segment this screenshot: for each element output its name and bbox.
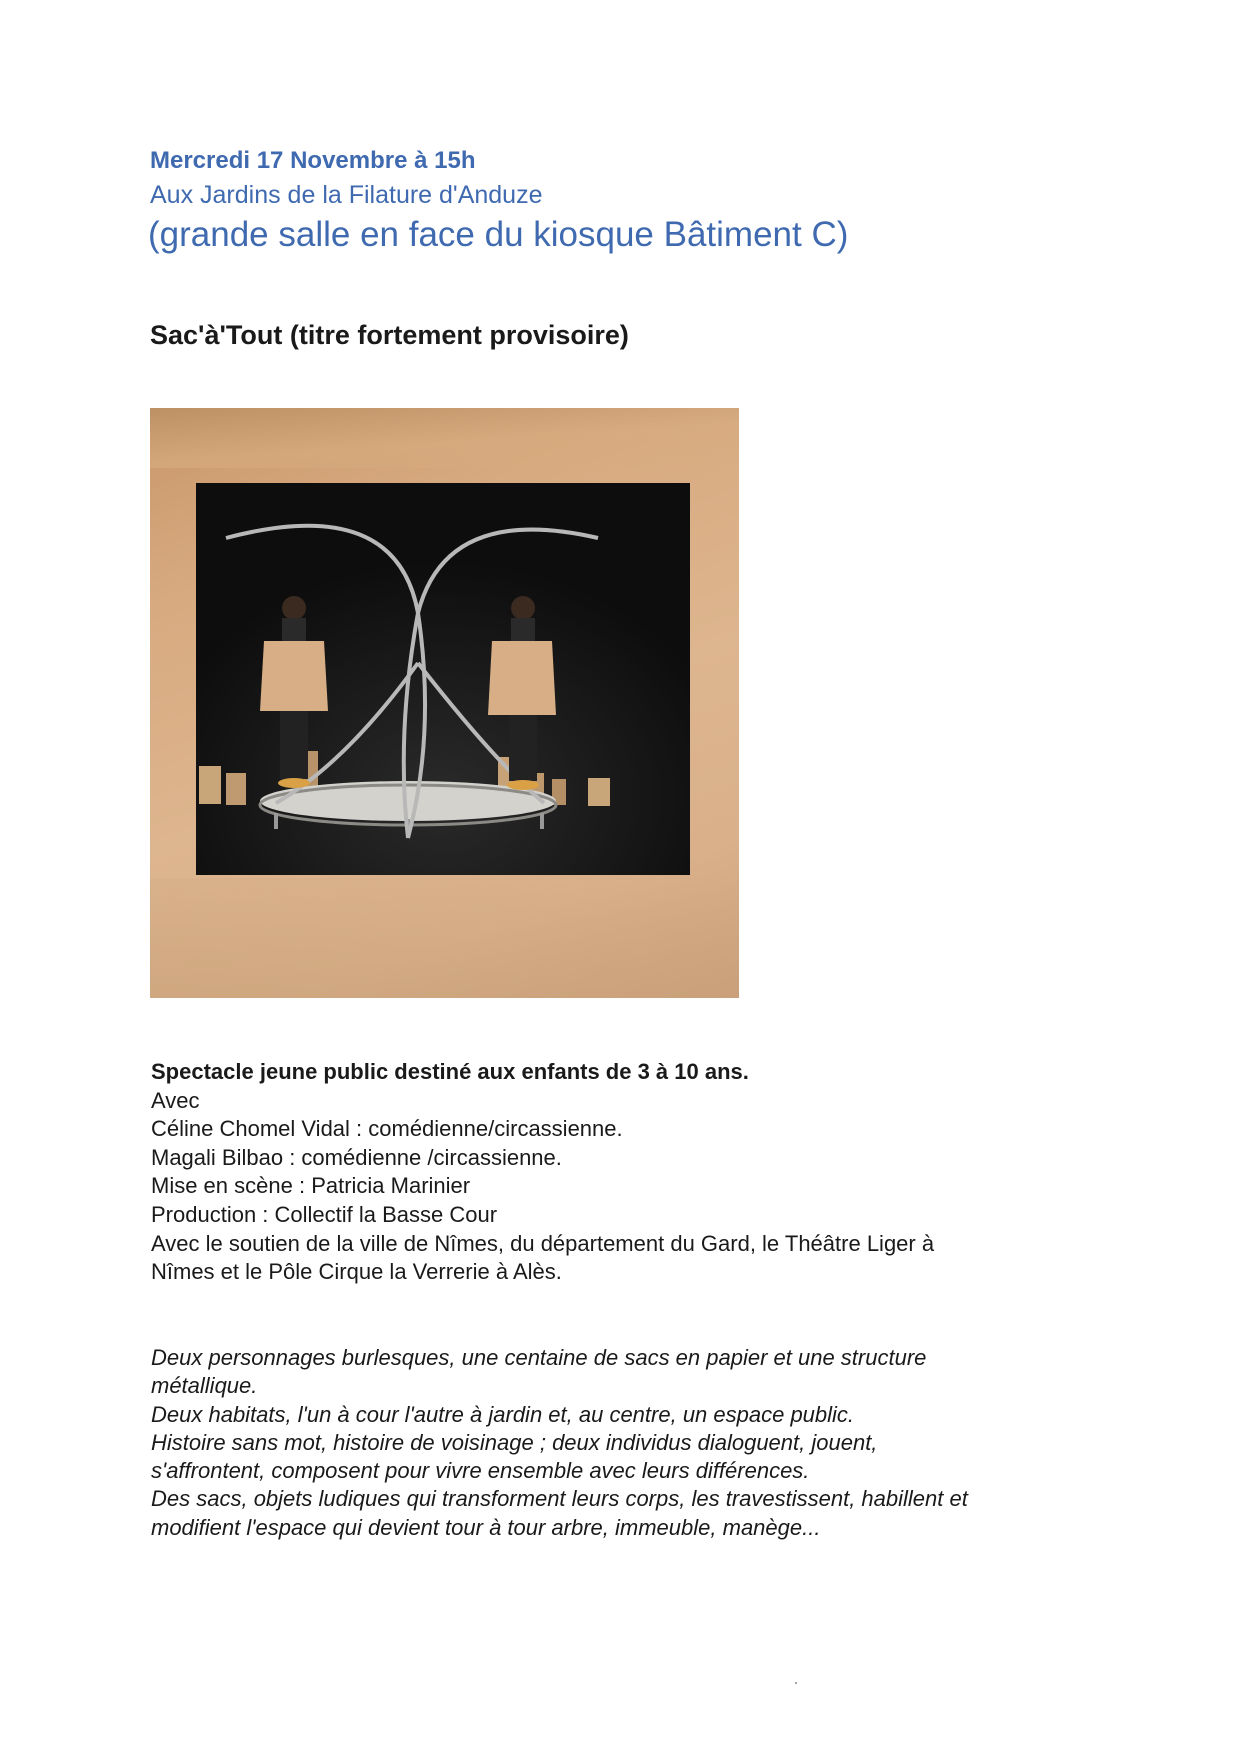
credits-line: Production : Collectif la Basse Cour [151,1201,498,1227]
scan-speck [795,1682,797,1684]
description-line: modifient l'espace qui devient tour à tour arbre, immeuble, manège... [151,1514,821,1540]
description-line: Des sacs, objets ludiques qui transforment leurs corps, les travestissent, habillent et [151,1486,968,1512]
description-line: métallique. [151,1373,258,1399]
event-date: Mercredi 17 Novembre à 15h [150,147,476,174]
description-line: Deux habitats, l'un à cour l'autre à jardin et, au centre, un espace public. [151,1401,855,1427]
show-description [151,1344,1111,1542]
stage-scene-illustration [196,483,690,875]
description-line: Histoire sans mot, histoire de voisinage ; deux individus dialoguent, jouent, [151,1429,878,1455]
credits-line: Mise en scène : Patricia Marinier [151,1173,471,1199]
stage-photo [196,483,690,875]
credits-line: Céline Chomel Vidal : comédienne/circassienne. [151,1116,623,1142]
credits-line: Magali Bilbao : comédienne /circassienne. [151,1144,562,1170]
show-photo [150,408,739,998]
credits-line: Nîmes et le Pôle Cirque la Verrerie à Alès. [151,1259,562,1285]
show-title: Sac'à'Tout (titre fortement provisoire) [150,320,629,350]
audience-lead: Spectacle jeune public destiné aux enfants de 3 à 10 ans. [151,1059,749,1084]
credits-line: Avec [151,1087,200,1113]
event-room: (grande salle en face du kiosque Bâtiment C) [148,215,849,254]
description-line: s'affrontent, composent pour vivre ensemble avec leurs différences. [151,1458,810,1484]
credits-line: Avec le soutien de la ville de Nîmes, du département du Gard, le Théâtre Liger à [151,1230,935,1256]
paper-fold [150,408,739,468]
description-line: Deux personnages burlesques, une centaine de sacs en papier et une structure [151,1345,927,1370]
paper-fold-bottom [150,878,739,998]
credits-block [151,1058,1111,1287]
event-venue: Aux Jardins de la Filature d'Anduze [150,181,543,209]
